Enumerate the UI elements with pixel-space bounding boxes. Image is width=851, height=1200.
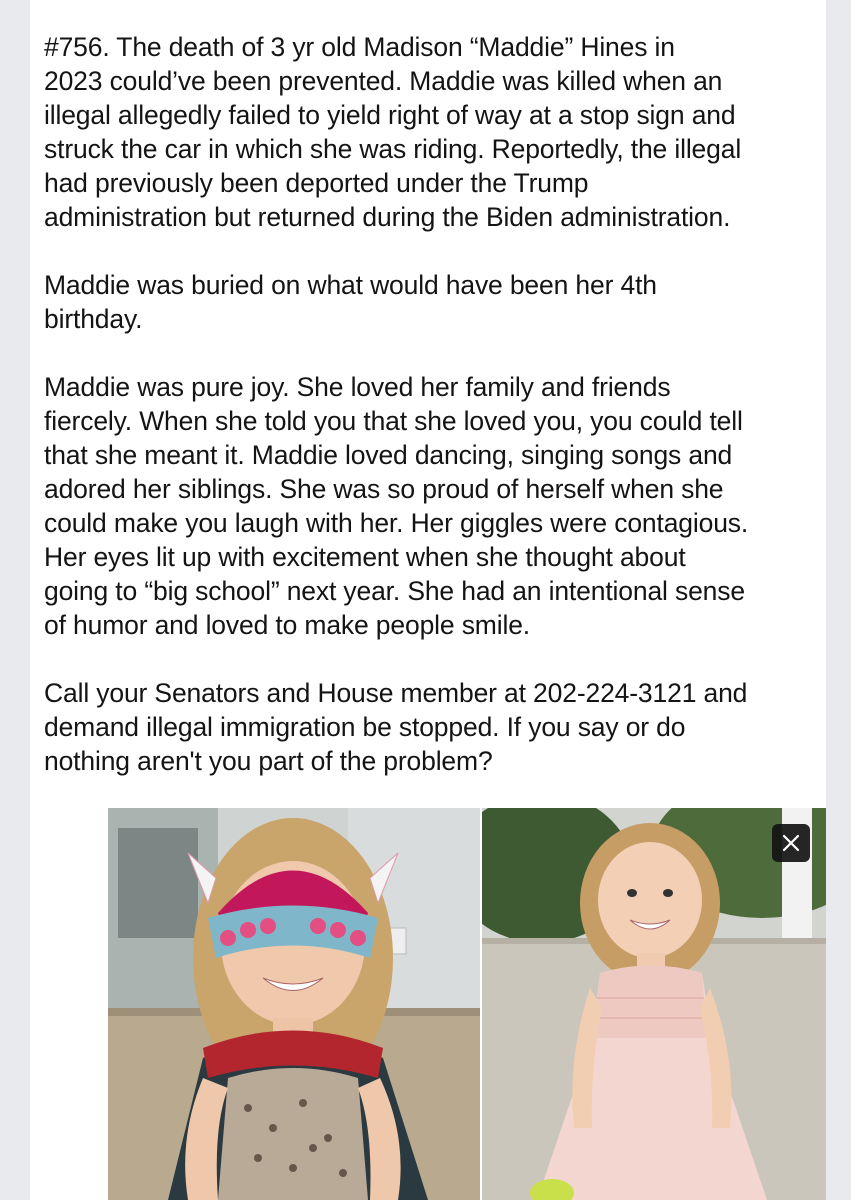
post-text xyxy=(44,30,820,778)
close-icon xyxy=(782,834,800,852)
post-paragraph-2: Maddie was buried on what would have been her 4th birthday. xyxy=(44,270,657,334)
post-paragraph-3: Maddie was pure joy. She loved her family and friends fiercely. When she told you that she loved you, you could tell that she meant it. Maddie loved dancing, singing songs and adored her siblings. She was so proud of herself when she could make you laugh with her. Her giggles were contagious. Her eyes lit up with excitement when she thought about going to “big school” next year. She had an intentional sense of humor and loved to make people smile. xyxy=(44,372,749,640)
photo-child-mask[interactable] xyxy=(108,808,480,1200)
post-paragraph-4: Call your Senators and House member at 202-224-3121 and demand illegal immigration be stopped. If you say or do nothing aren't you part of the problem? xyxy=(44,678,748,776)
photo-child-mask-image xyxy=(108,808,480,1200)
close-button[interactable] xyxy=(772,824,810,862)
post-paragraph-1: #756. The death of 3 yr old Madison “Maddie” Hines in 2023 could’ve been prevented. Maddie was killed when an illegal allegedly failed to yield right of way at a stop sign and struck the car in which she was riding. Reportedly, the illegal had previously been deported under the Trump administration but returned during the Biden administration. xyxy=(44,32,742,232)
post-media[interactable] xyxy=(30,808,826,1200)
post-card xyxy=(30,0,826,1200)
photo-child-dress[interactable] xyxy=(482,808,826,1200)
photo-child-dress-image xyxy=(482,808,826,1200)
